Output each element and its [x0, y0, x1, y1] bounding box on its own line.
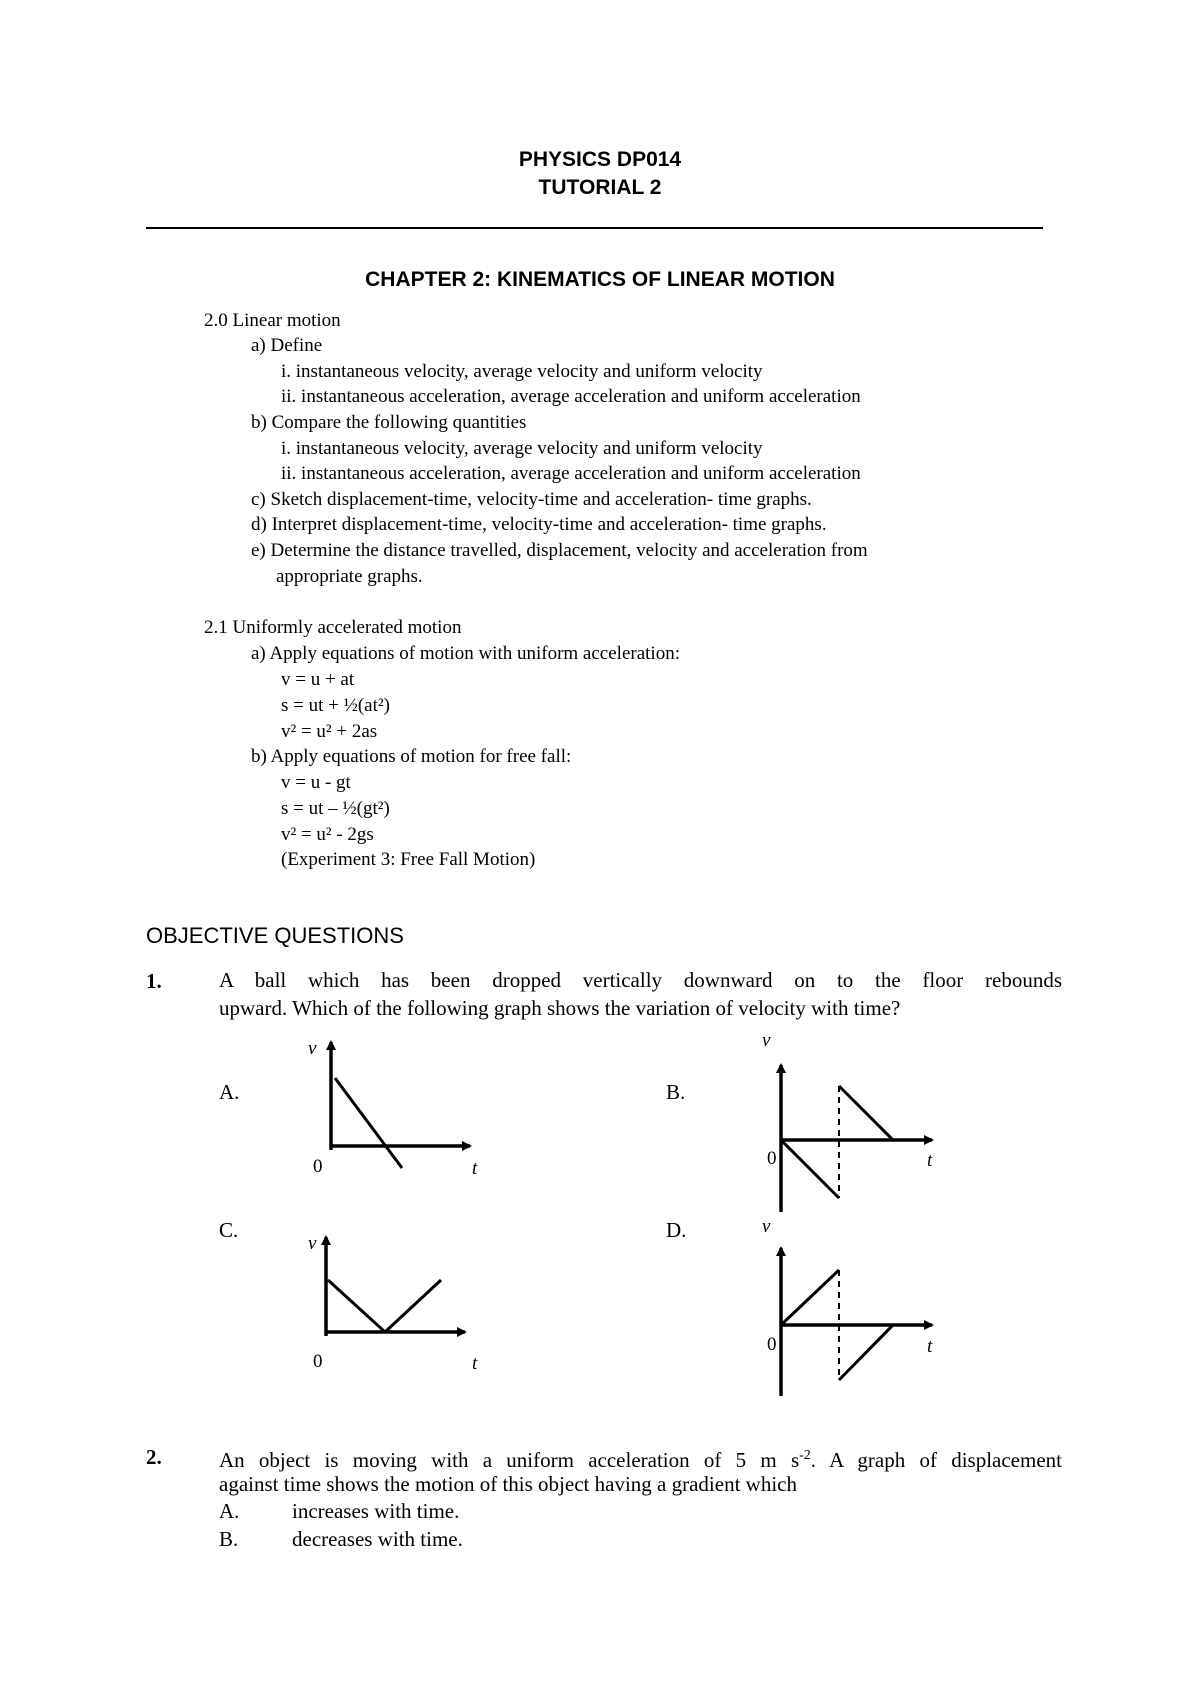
outline-item: b) Apply equations of motion for free fall:: [251, 746, 572, 767]
section-2-1-heading: 2.1 Uniformly accelerated motion: [204, 617, 462, 638]
chapter-title: CHAPTER 2: KINEMATICS OF LINEAR MOTION: [365, 268, 835, 291]
answer-letter: A.: [219, 1499, 240, 1523]
equation: v = u + at: [281, 669, 355, 690]
outline-item: ii. instantaneous acceleration, average acceleration and uniform acceleration: [281, 463, 861, 484]
graph-c: [308, 1233, 478, 1374]
velocity-line: [839, 1086, 893, 1140]
question-text: against time shows the motion of this object having a gradient which: [219, 1472, 797, 1496]
outline-item: e) Determine the distance travelled, displacement, velocity and acceleration from: [251, 540, 868, 561]
velocity-line: [335, 1078, 402, 1168]
velocity-line: [781, 1140, 839, 1198]
outline-item: b) Compare the following quantities: [251, 412, 527, 433]
q2-text-part: An object is moving with a uniform acceleration of 5 m s: [219, 1448, 800, 1472]
outline-item: a) Apply equations of motion with uniform acceleration:: [251, 643, 680, 664]
equation: s = ut + ½(at²): [281, 695, 390, 716]
question-number: 2.: [146, 1445, 162, 1469]
equation: s = ut – ½(gt²): [281, 798, 390, 819]
option-label-b: B.: [666, 1080, 686, 1104]
t-axis-label: t: [927, 1150, 933, 1171]
velocity-line: [839, 1325, 893, 1380]
question-text: A ball which has been dropped vertically downward on to the floor rebounds: [219, 968, 1062, 992]
graph-b: [762, 1030, 933, 1212]
answer-text: decreases with time.: [292, 1527, 463, 1551]
v-axis-label: v: [308, 1038, 317, 1059]
origin-label: 0: [767, 1148, 777, 1169]
equation: v = u - gt: [281, 772, 351, 793]
tutorial-title: TUTORIAL 2: [538, 176, 662, 199]
option-label-c: C.: [219, 1218, 239, 1242]
course-title: PHYSICS DP014: [518, 148, 682, 171]
equation: v² = u² - 2gs: [281, 824, 374, 845]
t-axis-label: t: [927, 1336, 933, 1357]
t-axis-label: t: [472, 1158, 478, 1179]
outline-item: i. instantaneous velocity, average velocity and uniform velocity: [281, 438, 763, 459]
q2-text-part: . A graph of displacement: [810, 1448, 1062, 1472]
answer-text: increases with time.: [292, 1499, 460, 1523]
v-axis-label: v: [762, 1030, 771, 1051]
experiment-note: (Experiment 3: Free Fall Motion): [281, 849, 536, 870]
section-2-0-heading: 2.0 Linear motion: [204, 310, 341, 331]
outline-item: c) Sketch displacement-time, velocity-time and acceleration- time graphs.: [251, 489, 812, 510]
origin-label: 0: [313, 1351, 323, 1372]
origin-label: 0: [767, 1334, 777, 1355]
outline-item: a) Define: [251, 335, 323, 356]
outline-item: appropriate graphs.: [276, 566, 423, 587]
question-text: upward. Which of the following graph shows the variation of velocity with time?: [219, 996, 901, 1020]
velocity-line: [781, 1270, 839, 1325]
q2-exponent: -2: [799, 1448, 811, 1463]
outline-item: i. instantaneous velocity, average velocity and uniform velocity: [281, 361, 763, 382]
origin-label: 0: [313, 1156, 323, 1177]
graph-a: [308, 1038, 478, 1179]
objective-questions-heading: OBJECTIVE QUESTIONS: [146, 923, 404, 948]
t-axis-label: t: [472, 1353, 478, 1374]
graph-d: [762, 1216, 933, 1396]
question-number: 1.: [146, 969, 162, 993]
v-axis-label: v: [762, 1216, 771, 1237]
option-label-d: D.: [666, 1218, 687, 1242]
answer-letter: B.: [219, 1527, 239, 1551]
outline-item: ii. instantaneous acceleration, average acceleration and uniform acceleration: [281, 386, 861, 407]
v-axis-label: v: [308, 1233, 317, 1254]
velocity-line: [328, 1280, 385, 1332]
velocity-line: [385, 1280, 441, 1332]
option-label-a: A.: [219, 1080, 240, 1104]
outline-item: d) Interpret displacement-time, velocity-time and acceleration- time graphs.: [251, 514, 827, 535]
equation: v² = u² + 2as: [281, 721, 378, 742]
